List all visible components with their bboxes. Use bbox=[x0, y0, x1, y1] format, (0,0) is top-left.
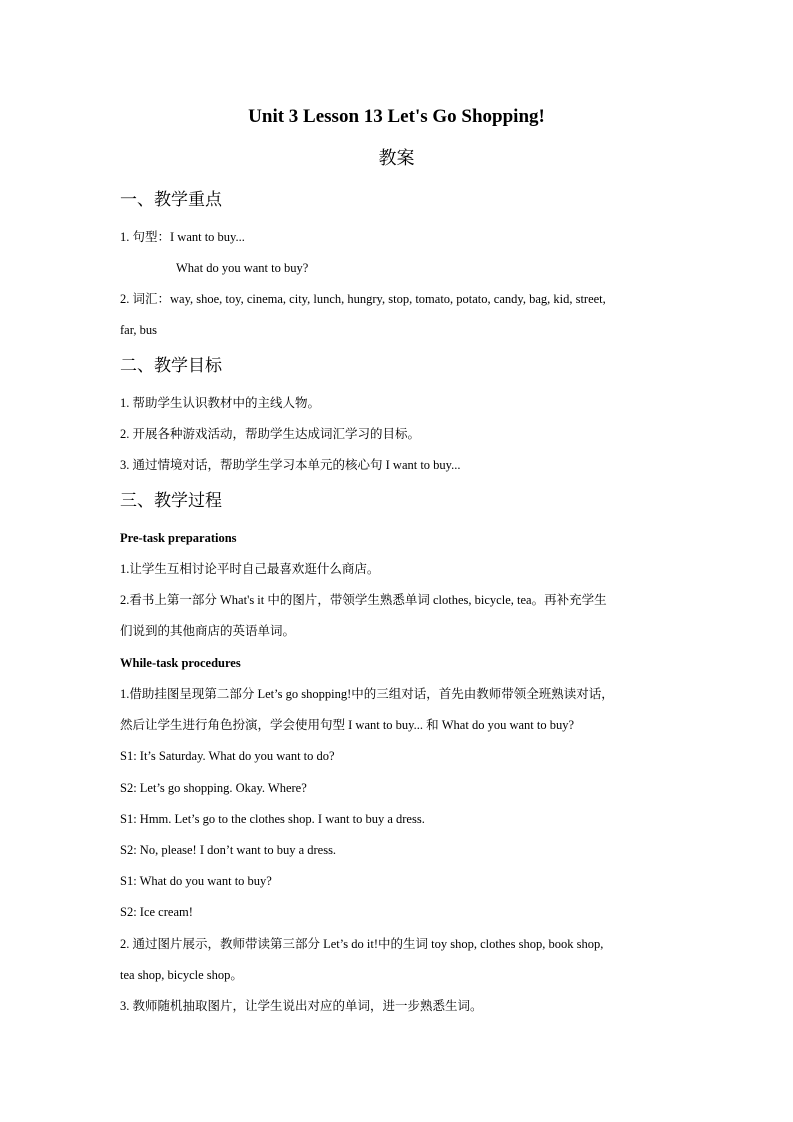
text-line: What do you want to buy? bbox=[176, 261, 309, 275]
section-heading-key-points: 一、教学重点 bbox=[120, 190, 222, 210]
document-title: Unit 3 Lesson 13 Let's Go Shopping! bbox=[248, 106, 545, 127]
text-line: 1. 帮助学生认识教材中的主线人物。 bbox=[120, 396, 321, 410]
dialogue-line: S2: Let’s go shopping. Okay. Where? bbox=[120, 781, 307, 795]
dialogue-line: S2: Ice cream! bbox=[120, 905, 193, 919]
text-line: tea shop, bicycle shop。 bbox=[120, 968, 243, 982]
text-line: 1. 句型：I want to buy... bbox=[120, 230, 245, 244]
dialogue-line: S1: What do you want to buy? bbox=[120, 874, 272, 888]
text-line: 2. 开展各种游戏活动，帮助学生达成词汇学习的目标。 bbox=[120, 427, 421, 441]
text-line: 2.看书上第一部分 What's it 中的图片，带领学生熟悉单词 clothes, bicycle, tea。再补充学生 bbox=[120, 593, 607, 607]
document-subtitle: 教案 bbox=[378, 148, 415, 169]
text-line: 2. 词汇：way, shoe, toy, cinema, city, lunch, hungry, stop, tomato, potato, candy, bag, kid, street, bbox=[120, 292, 606, 306]
text-line: 然后让学生进行角色扮演，学会使用句型 I want to buy... 和 What do you want to buy? bbox=[120, 718, 575, 732]
text-line: 1.借助挂图呈现第二部分 Let’s go shopping!中的三组对话，首先由教师带领全班熟读对话， bbox=[120, 687, 614, 701]
text-line: 们说到的其他商店的英语单词。 bbox=[120, 624, 296, 638]
section-heading-process: 三、教学过程 bbox=[120, 491, 222, 511]
text-line: 1.让学生互相讨论平时自己最喜欢逛什么商店。 bbox=[120, 562, 380, 576]
dialogue-line: S1: Hmm. Let’s go to the clothes shop. I want to buy a dress. bbox=[120, 812, 425, 826]
subheading-while-task: While-task procedures bbox=[120, 656, 241, 670]
text-line: 3. 通过情境对话，帮助学生学习本单元的核心句 I want to buy... bbox=[120, 458, 461, 472]
section-heading-objectives: 二、教学目标 bbox=[120, 356, 222, 376]
text-line: 3. 教师随机抽取图片，让学生说出对应的单词，进一步熟悉生词。 bbox=[120, 999, 483, 1013]
text-line: far, bus bbox=[120, 323, 157, 337]
dialogue-line: S2: No, please! I don’t want to buy a dress. bbox=[120, 843, 337, 857]
dialogue-line: S1: It’s Saturday. What do you want to do? bbox=[120, 749, 335, 763]
subheading-pre-task: Pre-task preparations bbox=[120, 531, 237, 545]
text-line: 2. 通过图片展示，教师带读第三部分 Let’s do it!中的生词 toy shop, clothes shop, book shop, bbox=[120, 937, 604, 951]
